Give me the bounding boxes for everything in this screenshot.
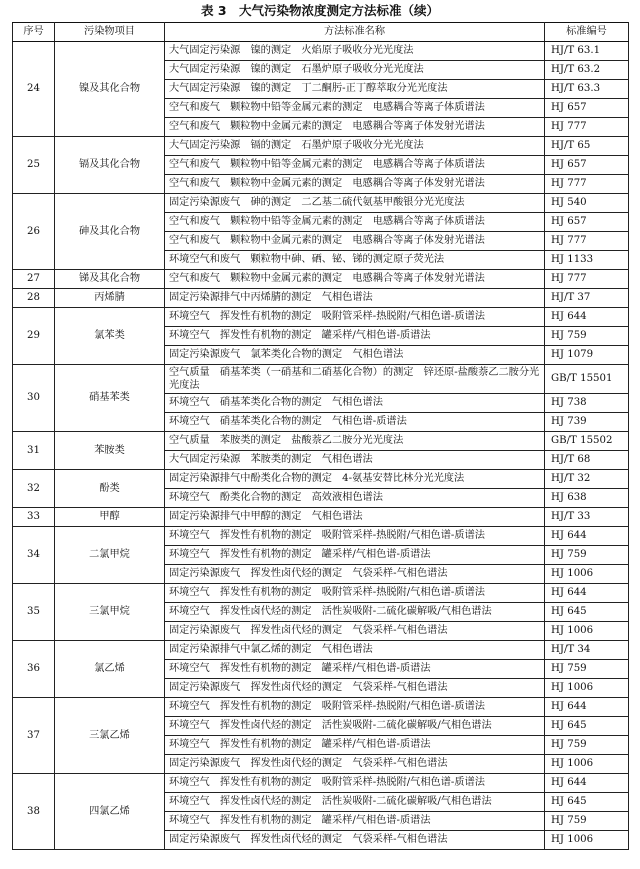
header-method-name: 方法标准名称 (165, 23, 545, 42)
method-name-cell: 环境空气 挥发性卤代烃的测定 活性炭吸附-二硫化碳解吸/气相色谱法 (165, 793, 545, 812)
standard-code-cell: HJ 759 (545, 546, 629, 565)
table-row (13, 194, 629, 213)
table-row (13, 365, 629, 394)
pollutant-cell: 硝基苯类 (55, 365, 165, 432)
method-name-cell: 固定污染源废气 挥发性卤代烃的测定 气袋采样-气相色谱法 (165, 831, 545, 850)
standard-code-cell: HJ 1006 (545, 565, 629, 584)
table-row (13, 470, 629, 489)
standard-code-cell: HJ 657 (545, 213, 629, 232)
standard-code-cell: HJ 777 (545, 118, 629, 137)
standard-code-cell: GB/T 15502 (545, 432, 629, 451)
row-index-cell: 29 (13, 308, 55, 365)
pollutant-cell: 锑及其化合物 (55, 270, 165, 289)
standard-code-cell: HJ/T 32 (545, 470, 629, 489)
method-name-cell: 固定污染源排气中甲醇的测定 气相色谱法 (165, 508, 545, 527)
table-row (13, 508, 629, 527)
method-name-cell: 环境空气 挥发性有机物的测定 吸附管采样-热脱附/气相色谱-质谱法 (165, 308, 545, 327)
method-name-cell: 固定污染源废气 氯苯类化合物的测定 气相色谱法 (165, 346, 545, 365)
pollutant-cell: 砷及其化合物 (55, 194, 165, 270)
pollutant-cell: 三氯甲烷 (55, 584, 165, 641)
method-name-cell: 大气固定污染源 苯胺类的测定 气相色谱法 (165, 451, 545, 470)
standard-code-cell: HJ/T 68 (545, 451, 629, 470)
method-name-cell: 固定污染源废气 挥发性卤代烃的测定 气袋采样-气相色谱法 (165, 565, 545, 584)
header-index: 序号 (13, 23, 55, 42)
standard-code-cell: HJ 644 (545, 308, 629, 327)
method-name-cell: 固定污染源废气 挥发性卤代烃的测定 气袋采样-气相色谱法 (165, 622, 545, 641)
method-name-cell: 空气和废气 颗粒物中金属元素的测定 电感耦合等离子体发射光谱法 (165, 270, 545, 289)
method-name-cell: 空气和废气 颗粒物中金属元素的测定 电感耦合等离子体发射光谱法 (165, 175, 545, 194)
method-name-cell: 空气质量 苯胺类的测定 盐酸萘乙二胺分光光度法 (165, 432, 545, 451)
standard-code-cell: HJ 645 (545, 717, 629, 736)
method-name-cell: 固定污染源排气中酚类化合物的测定 4-氨基安替比林分光光度法 (165, 470, 545, 489)
method-name-cell: 空气质量 硝基苯类（一硝基和二硝基化合物）的测定 锌还原-盐酸萘乙二胺分光光度法 (165, 365, 545, 394)
row-index-cell: 37 (13, 698, 55, 774)
pollutant-cell: 酚类 (55, 470, 165, 508)
table-row (13, 432, 629, 451)
method-name-cell: 固定污染源废气 挥发性卤代烃的测定 气袋采样-气相色谱法 (165, 679, 545, 698)
method-name-cell: 固定污染源排气中氯乙烯的测定 气相色谱法 (165, 641, 545, 660)
table-row (13, 289, 629, 308)
standard-code-cell: HJ 1079 (545, 346, 629, 365)
standard-code-cell: HJ 645 (545, 603, 629, 622)
method-name-cell: 环境空气 挥发性有机物的测定 吸附管采样-热脱附/气相色谱-质谱法 (165, 698, 545, 717)
method-name-cell: 环境空气 酚类化合物的测定 高效液相色谱法 (165, 489, 545, 508)
header-pollutant: 污染物项目 (55, 23, 165, 42)
method-name-cell: 环境空气 挥发性有机物的测定 吸附管采样-热脱附/气相色谱-质谱法 (165, 584, 545, 603)
standard-code-cell: HJ 657 (545, 156, 629, 175)
method-name-cell: 空气和废气 颗粒物中铅等金属元素的测定 电感耦合等离子体质谱法 (165, 99, 545, 118)
standard-code-cell: HJ 759 (545, 736, 629, 755)
pollutant-cell: 丙烯腈 (55, 289, 165, 308)
standard-code-cell: HJ 1006 (545, 755, 629, 774)
table-row (13, 698, 629, 717)
method-name-cell: 环境空气 挥发性有机物的测定 罐采样/气相色谱-质谱法 (165, 736, 545, 755)
row-index-cell: 36 (13, 641, 55, 698)
standard-code-cell: HJ 759 (545, 812, 629, 831)
row-index-cell: 30 (13, 365, 55, 432)
method-name-cell: 环境空气和废气 颗粒物中砷、硒、铋、锑的测定原子荧光法 (165, 251, 545, 270)
table-row (13, 527, 629, 546)
table-row (13, 308, 629, 327)
standard-code-cell: HJ 657 (545, 99, 629, 118)
standard-code-cell: HJ 638 (545, 489, 629, 508)
pollutant-cell: 苯胺类 (55, 432, 165, 470)
method-name-cell: 环境空气 硝基苯类化合物的测定 气相色谱法 (165, 394, 545, 413)
standard-code-cell: HJ/T 63.2 (545, 61, 629, 80)
standard-code-cell: HJ/T 63.3 (545, 80, 629, 99)
method-name-cell: 固定污染源废气 砷的测定 二乙基二硫代氨基甲酸银分光光度法 (165, 194, 545, 213)
table-row (13, 270, 629, 289)
row-index-cell: 25 (13, 137, 55, 194)
standard-code-cell: HJ 1006 (545, 622, 629, 641)
row-index-cell: 32 (13, 470, 55, 508)
standard-code-cell: HJ/T 63.1 (545, 42, 629, 61)
row-index-cell: 31 (13, 432, 55, 470)
table-body (13, 42, 629, 850)
row-index-cell: 34 (13, 527, 55, 584)
method-name-cell: 固定污染源排气中丙烯腈的测定 气相色谱法 (165, 289, 545, 308)
header-standard-code: 标准编号 (545, 23, 629, 42)
method-name-cell: 环境空气 挥发性有机物的测定 罐采样/气相色谱-质谱法 (165, 546, 545, 565)
method-name-cell: 空气和废气 颗粒物中铅等金属元素的测定 电感耦合等离子体质谱法 (165, 213, 545, 232)
standard-code-cell: HJ 644 (545, 527, 629, 546)
method-name-cell: 环境空气 挥发性卤代烃的测定 活性炭吸附-二硫化碳解吸/气相色谱法 (165, 603, 545, 622)
method-name-cell: 环境空气 挥发性有机物的测定 吸附管采样-热脱附/气相色谱-质谱法 (165, 774, 545, 793)
standards-table (12, 22, 629, 850)
standard-code-cell: HJ/T 37 (545, 289, 629, 308)
standard-code-cell: HJ 777 (545, 232, 629, 251)
row-index-cell: 26 (13, 194, 55, 270)
standard-code-cell: HJ 1133 (545, 251, 629, 270)
standard-code-cell: HJ 738 (545, 394, 629, 413)
table-row (13, 584, 629, 603)
method-name-cell: 大气固定污染源 镉的测定 石墨炉原子吸收分光光度法 (165, 137, 545, 156)
method-name-cell: 空气和废气 颗粒物中金属元素的测定 电感耦合等离子体发射光谱法 (165, 118, 545, 137)
pollutant-cell: 二氯甲烷 (55, 527, 165, 584)
standard-code-cell: HJ/T 65 (545, 137, 629, 156)
method-name-cell: 环境空气 挥发性有机物的测定 吸附管采样-热脱附/气相色谱-质谱法 (165, 527, 545, 546)
standard-code-cell: HJ 739 (545, 413, 629, 432)
standard-code-cell: HJ 1006 (545, 679, 629, 698)
standard-code-cell: GB/T 15501 (545, 365, 629, 394)
method-name-cell: 大气固定污染源 镍的测定 石墨炉原子吸收分光光度法 (165, 61, 545, 80)
method-name-cell: 固定污染源废气 挥发性卤代烃的测定 气袋采样-气相色谱法 (165, 755, 545, 774)
method-name-cell: 环境空气 挥发性有机物的测定 罐采样/气相色谱-质谱法 (165, 327, 545, 346)
method-name-cell: 环境空气 挥发性有机物的测定 罐采样/气相色谱-质谱法 (165, 660, 545, 679)
standard-code-cell: HJ 645 (545, 793, 629, 812)
table-row (13, 137, 629, 156)
method-name-cell: 环境空气 挥发性有机物的测定 罐采样/气相色谱-质谱法 (165, 812, 545, 831)
method-name-cell: 大气固定污染源 镍的测定 丁二酮肟-正丁醇萃取分光光度法 (165, 80, 545, 99)
method-name-cell: 空气和废气 颗粒物中金属元素的测定 电感耦合等离子体发射光谱法 (165, 232, 545, 251)
row-index-cell: 35 (13, 584, 55, 641)
standard-code-cell: HJ 759 (545, 660, 629, 679)
standard-code-cell: HJ 644 (545, 774, 629, 793)
standard-code-cell: HJ 644 (545, 698, 629, 717)
method-name-cell: 环境空气 硝基苯类化合物的测定 气相色谱-质谱法 (165, 413, 545, 432)
standard-code-cell: HJ/T 33 (545, 508, 629, 527)
table-header-row (13, 23, 629, 42)
standard-code-cell: HJ 540 (545, 194, 629, 213)
method-name-cell: 大气固定污染源 镍的测定 火焰原子吸收分光光度法 (165, 42, 545, 61)
method-name-cell: 空气和废气 颗粒物中铅等金属元素的测定 电感耦合等离子体质谱法 (165, 156, 545, 175)
pollutant-cell: 镉及其化合物 (55, 137, 165, 194)
row-index-cell: 27 (13, 270, 55, 289)
pollutant-cell: 氯苯类 (55, 308, 165, 365)
table-title: 表 3 大气污染物浓度测定方法标准（续） (200, 3, 440, 18)
standard-code-cell: HJ 644 (545, 584, 629, 603)
row-index-cell: 38 (13, 774, 55, 850)
standard-code-cell: HJ 777 (545, 270, 629, 289)
pollutant-cell: 甲醇 (55, 508, 165, 527)
table-row (13, 774, 629, 793)
method-name-cell: 环境空气 挥发性卤代烃的测定 活性炭吸附-二硫化碳解吸/气相色谱法 (165, 717, 545, 736)
standard-code-cell: HJ/T 34 (545, 641, 629, 660)
pollutant-cell: 三氯乙烯 (55, 698, 165, 774)
row-index-cell: 28 (13, 289, 55, 308)
pollutant-cell: 四氯乙烯 (55, 774, 165, 850)
standard-code-cell: HJ 759 (545, 327, 629, 346)
table-row (13, 42, 629, 61)
standard-code-cell: HJ 777 (545, 175, 629, 194)
pollutant-cell: 镍及其化合物 (55, 42, 165, 137)
row-index-cell: 33 (13, 508, 55, 527)
table-row (13, 641, 629, 660)
row-index-cell: 24 (13, 42, 55, 137)
standard-code-cell: HJ 1006 (545, 831, 629, 850)
pollutant-cell: 氯乙烯 (55, 641, 165, 698)
